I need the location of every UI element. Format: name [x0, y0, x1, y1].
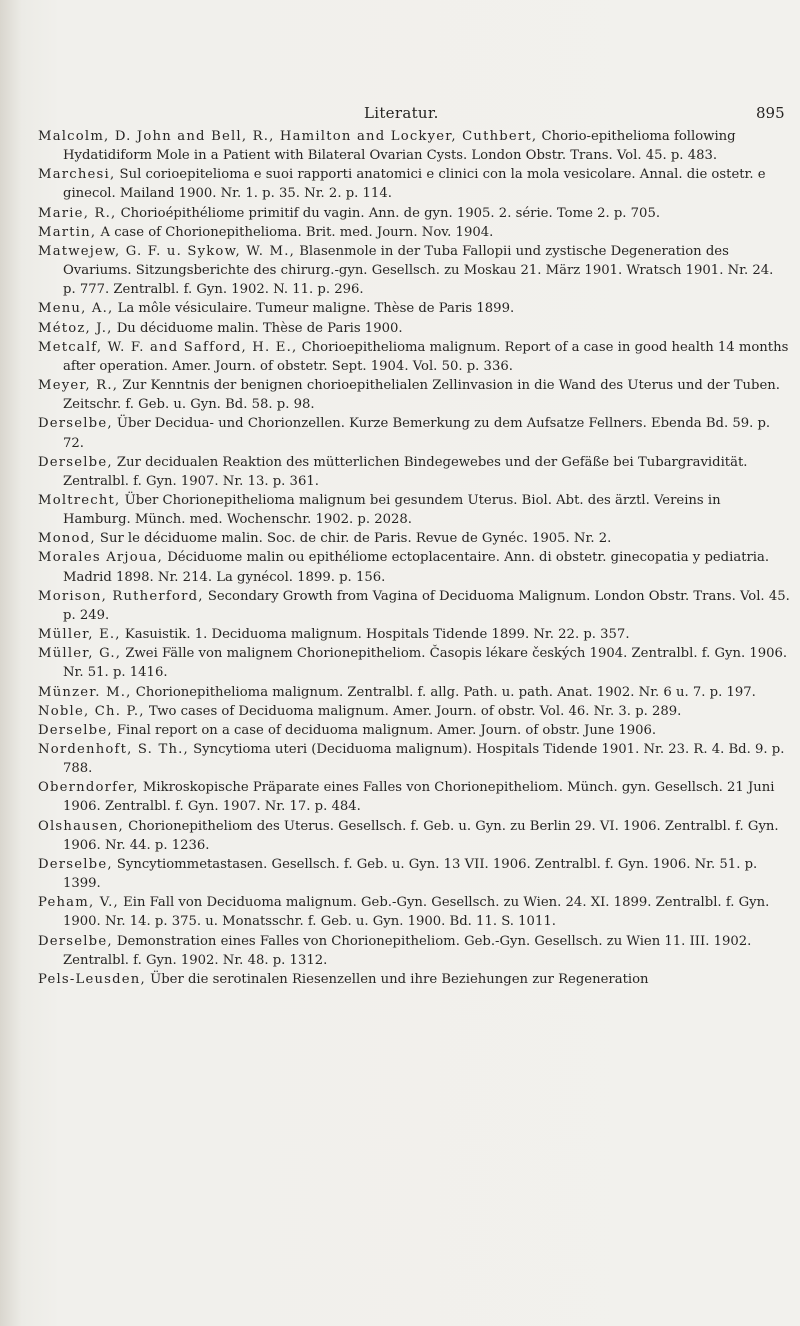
bibliography-entry	[38, 204, 790, 223]
bibliography-entry	[38, 127, 790, 165]
entry-author: Noble, Ch. P.,	[38, 703, 145, 719]
bibliography-entry	[38, 453, 790, 491]
bibliography-entry	[38, 721, 790, 740]
entry-citation: Sul corioepitelioma e suoi rapporti anatomici e clinici con la mola vesicolare. Annal. die ostetr. e ginecol. Mailand 1900. Nr. 1. p. 35. Nr. 2. p. 114.	[63, 167, 766, 202]
entry-citation: Chorioépithéliome primitif du vagin. Ann. de gyn. 1905. 2. série. Tome 2. p. 705.	[116, 205, 661, 221]
entry-author: Meyer, R.,	[38, 378, 119, 394]
entry-author: Métoz, J.,	[38, 320, 113, 336]
bibliography-entry	[38, 683, 790, 702]
bibliography-entry	[38, 376, 790, 414]
bibliography-entry	[38, 165, 790, 203]
running-header	[0, 104, 800, 126]
entry-author: Nordenhoft, S. Th.,	[38, 742, 189, 757]
entry-citation: Über Decidua- und Chorionzellen. Kurze Bemerkung zu dem Aufsatze Fellners. Ebenda Bd. 59. p. 72.	[63, 416, 771, 451]
entry-author: Peham, V.,	[38, 895, 119, 911]
bibliography-entry	[38, 299, 790, 318]
bibliography-entry	[38, 338, 790, 376]
entry-citation: Kasuistik. 1. Deciduoma malignum. Hospitals Tidende 1899. Nr. 22. p. 357.	[120, 627, 630, 643]
bibliography-entry	[38, 855, 790, 893]
entry-citation: Zur Kenntnis der benignen chorioepithelialen Zellinvasion in die Wand des Uterus und der Tuben. Zeitschr. f. Geb. u. Gyn. Bd. 58. p. 98.	[63, 378, 780, 413]
entry-author: Müller, E.,	[38, 627, 121, 643]
entry-author: Pels-Leusden,	[38, 971, 146, 987]
entry-citation: Chorionepithelioma malignum. Zentralbl. f. allg. Path. u. path. Anat. 1902. Nr. 6 u. 7. p. 197.	[131, 684, 756, 700]
entry-citation: Demonstration eines Falles von Chorionepitheliom. Geb.-Gyn. Gesellsch. zu Wien 11. III. 1902. Zentralbl. f. Gyn. 1902. Nr. 48. p. 1312.	[63, 933, 752, 968]
bibliography-entry	[38, 548, 790, 586]
entry-author: Malcolm, D. John and Bell, R., Hamilton and Lockyer, Cuthbert,	[38, 129, 538, 144]
entry-citation: Chorio-epithelioma following Hydatidiform Mole in a Patient with Bilateral Ovarian Cysts. London Obstr. Trans. Vol. 45. p. 483.	[63, 129, 736, 164]
bibliography-entry	[38, 778, 790, 816]
entry-author: Martin,	[38, 224, 97, 240]
bibliography-list	[38, 127, 790, 989]
entry-author: Münzer. M.,	[38, 684, 132, 700]
bibliography-entry	[38, 644, 790, 682]
entry-author: Morison, Rutherford,	[38, 588, 204, 604]
bibliography-entry	[38, 740, 790, 778]
entry-author: Derselbe,	[38, 722, 113, 738]
entry-author: Monod,	[38, 531, 96, 547]
bibliography-entry	[38, 223, 790, 242]
entry-author: Marie, R.,	[38, 205, 117, 221]
entry-citation: Ein Fall von Deciduoma malignum. Geb.-Gyn. Gesellsch. zu Wien. 24. XI. 1899. Zentralbl. f. Gyn. 1900. Nr. 14. p. 375. u. Monatsschr. f. Geb. u. Gyn. 1900. Bd. 11. S. 1011.	[63, 895, 770, 930]
bibliography-entry	[38, 491, 790, 529]
entry-author: Olshausen,	[38, 818, 124, 834]
entry-author: Oberndorfer,	[38, 780, 139, 796]
entry-citation: Two cases of Deciduoma malignum. Amer. Journ. of obstr. Vol. 46. Nr. 3. p. 289.	[144, 703, 682, 719]
entry-author: Derselbe,	[38, 454, 113, 470]
bibliography-entry	[38, 932, 790, 970]
entry-author: Menu, A.,	[38, 301, 114, 317]
bibliography-entry	[38, 625, 790, 644]
entry-citation: Mikroskopische Präparate eines Falles von Chorionepitheliom. Münch. gyn. Gesellsch. 21 Juni 1906. Zentralbl. f. Gyn. 1907. Nr. 17. p. 484.	[63, 780, 775, 815]
entry-citation: Über die serotinalen Riesenzellen und ihre Beziehungen zur Regeneration	[145, 971, 649, 987]
entry-citation: Déciduome malin ou epithéliome ectoplacentaire. Ann. di obstetr. ginecopatia y pediatria. Madrid 1898. Nr. 214. La gynécol. 1899. p. 156.	[63, 550, 770, 585]
entry-citation: Final report on a case of deciduoma malignum. Amer. Journ. of obstr. June 1906.	[112, 722, 657, 738]
entry-author: Derselbe,	[38, 856, 113, 872]
bibliography-entry	[38, 970, 790, 989]
entry-citation: Syncytiommetastasen. Gesellsch. f. Geb. u. Gyn. 13 VII. 1906. Zentralbl. f. Gyn. 1906. Nr. 51. p. 1399.	[63, 856, 758, 892]
page-number: 895	[756, 104, 785, 122]
entry-citation: La môle vésiculaire. Tumeur maligne. Thèse de Paris 1899.	[113, 301, 515, 317]
bibliography-entry	[38, 893, 790, 931]
entry-citation: A case of Chorionepithelioma. Brit. med. Journ. Nov. 1904.	[96, 224, 494, 240]
entry-author: Derselbe,	[38, 933, 113, 949]
entry-author: Morales Arjoua,	[38, 550, 163, 566]
entry-citation: Sur le déciduome malin. Soc. de chir. de Paris. Revue de Gynéc. 1905. Nr. 2.	[95, 531, 612, 547]
entry-author: Metcalf, W. F. and Safford, H. E.,	[38, 339, 298, 355]
bibliography-entry	[38, 702, 790, 721]
entry-author: Derselbe,	[38, 416, 113, 432]
bibliography-entry	[38, 319, 790, 338]
entry-citation: Syncytioma uteri (Deciduoma malignum). Hospitals Tidende 1901. Nr. 23. R. 4. Bd. 9. p. 788.	[63, 742, 785, 777]
entry-citation: Über Chorionepithelioma malignum bei gesundem Uterus. Biol. Abt. des ärztl. Vereins in Hamburg. Münch. med. Wochenschr. 1902. p. 2028.	[63, 492, 721, 528]
bibliography-entry	[38, 587, 790, 625]
entry-citation: Zwei Fälle von malignem Chorionepitheliom. Časopis lékare českých 1904. Zentralbl. f. Gyn. 1906. Nr. 51. p. 1416.	[63, 646, 788, 681]
bibliography-entry	[38, 414, 790, 452]
bibliography-entry	[38, 242, 790, 299]
entry-author: Marchesi,	[38, 167, 116, 183]
entry-author: Müller, G.,	[38, 646, 122, 662]
entry-citation: Secondary Growth from Vagina of Deciduoma Malignum. London Obstr. Trans. Vol. 45. p. 249.	[63, 588, 790, 623]
running-title: Literatur.	[364, 104, 439, 122]
bibliography-entry	[38, 529, 790, 548]
entry-author: Matwejew, G. F. u. Sykow, W. M.,	[38, 243, 295, 259]
entry-citation: Du déciduome malin. Thèse de Paris 1900.	[112, 320, 403, 336]
bibliography-entry	[38, 817, 790, 855]
entry-citation: Chorionepitheliom des Uterus. Gesellsch. f. Geb. u. Gyn. zu Berlin 29. VI. 1906. Zentralbl. f. Gyn. 1906. Nr. 44. p. 1236.	[63, 818, 779, 853]
entry-citation: Blasenmole in der Tuba Fallopii und zystische Degeneration des Ovariums. Sitzungsberichte des chirurg.-gyn. Gesellsch. zu Moskau 21. März 1901. Wratsch 1901. Nr. 24. p. 777. Zentralbl. f. Gyn. 1902. N. 11. p. 296.	[63, 243, 774, 298]
entry-citation: Zur decidualen Reaktion des mütterlichen Bindegewebes und der Gefäße bei Tubargravidität. Zentralbl. f. Gyn. 1907. Nr. 13. p. 361.	[63, 454, 748, 489]
entry-author: Moltrecht,	[38, 492, 121, 508]
entry-citation: Chorioepithelioma malignum. Report of a case in good health 14 months after operation. Amer. Journ. of obstetr. Sept. 1904. Vol. 50. p. 336.	[63, 339, 789, 374]
